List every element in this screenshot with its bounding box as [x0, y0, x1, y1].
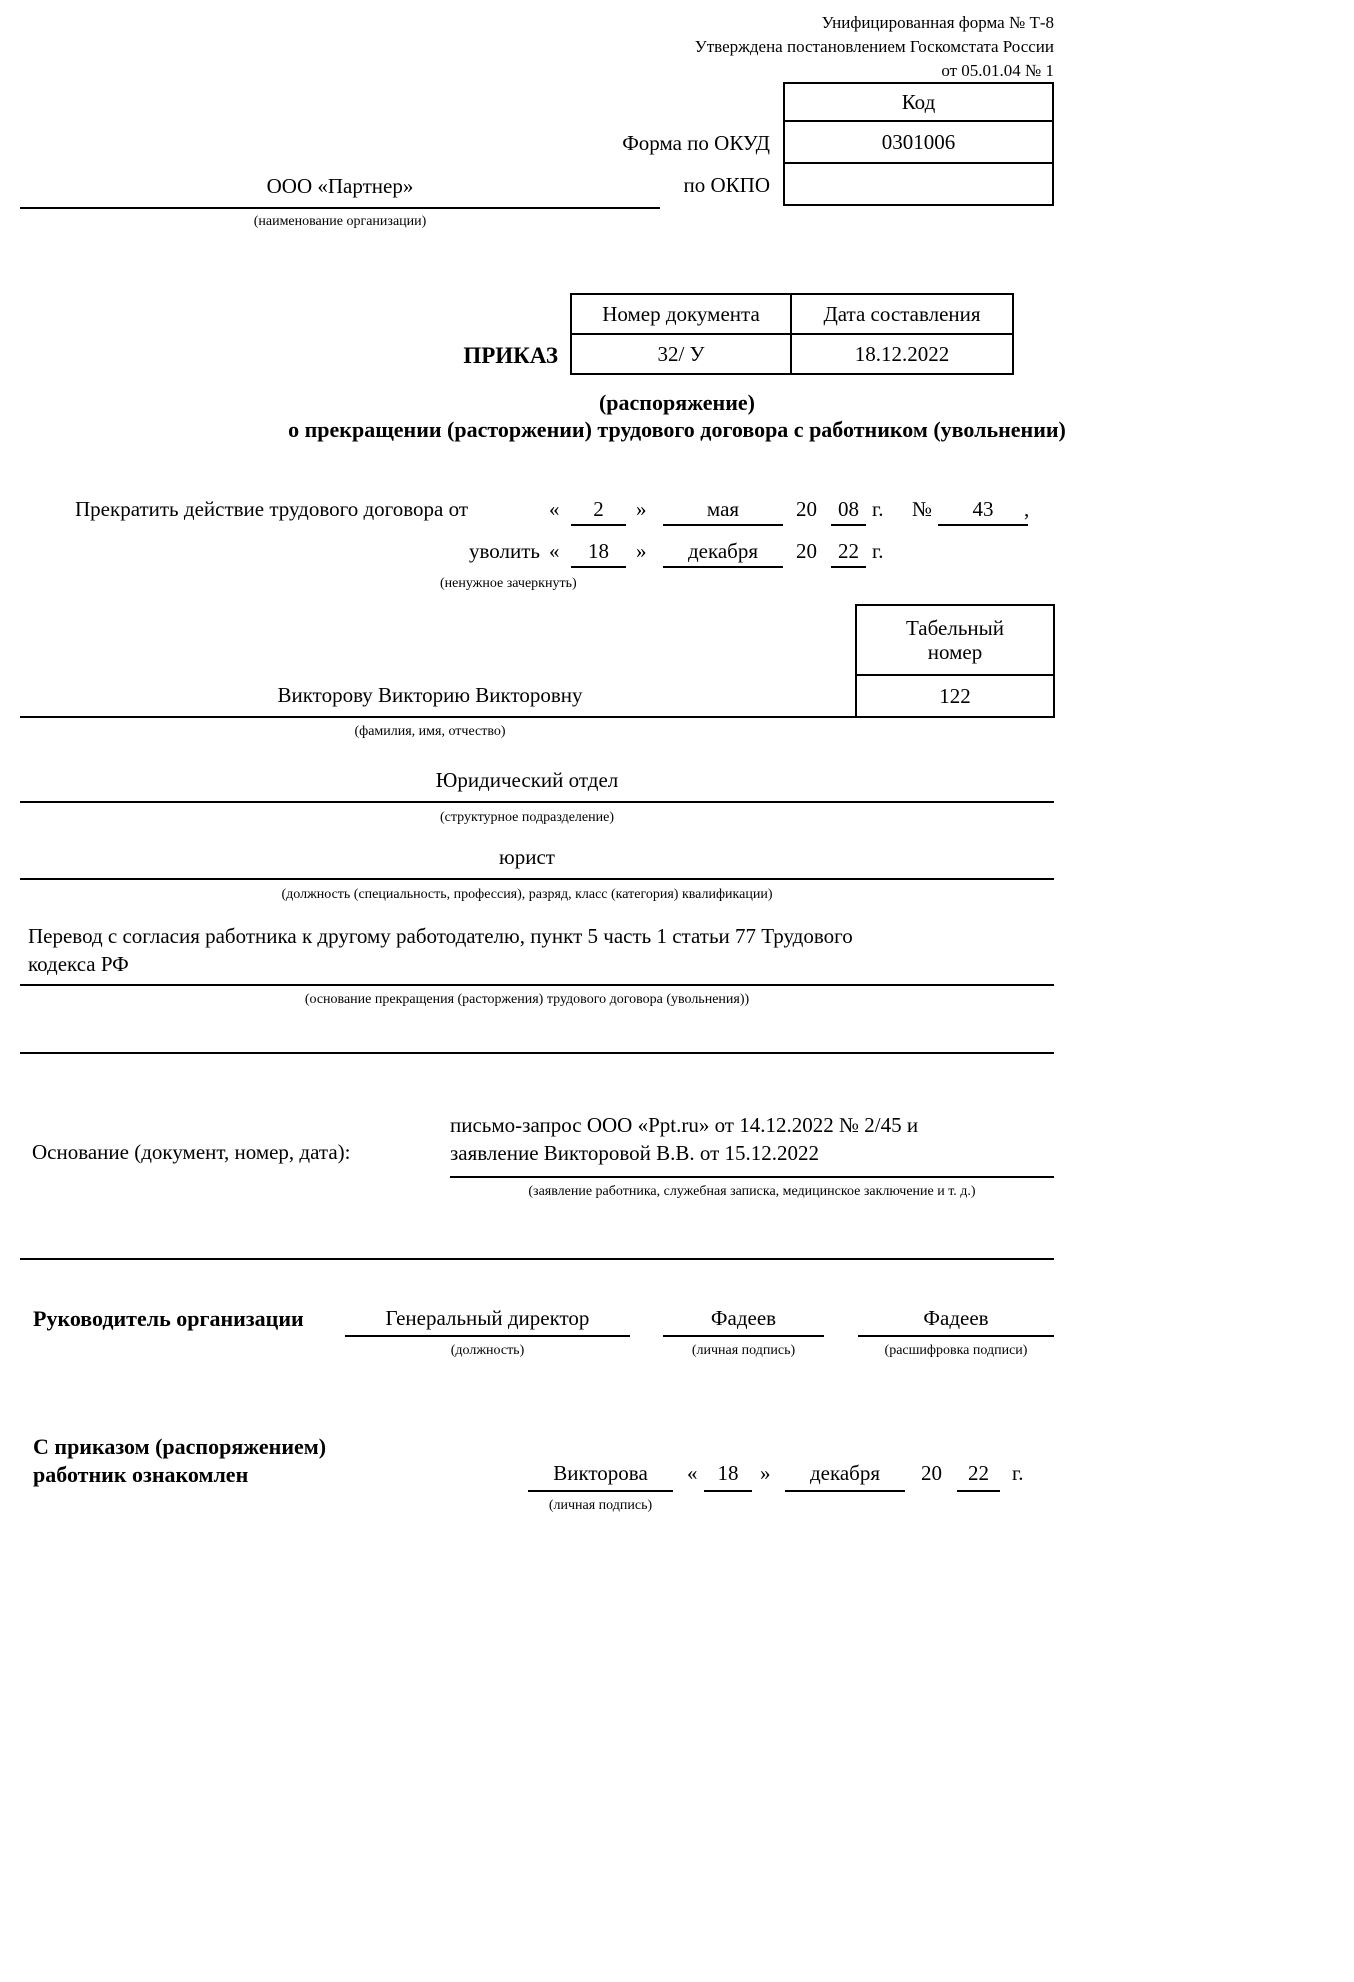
- acknowledgement-year-rule: [957, 1490, 1000, 1492]
- basis-label: Основание (документ, номер, дата):: [32, 1140, 351, 1164]
- contract-year-rule: [831, 524, 866, 526]
- organization-rule: [20, 207, 660, 209]
- acknowledgement-label-line-1: С приказом (распоряжением): [33, 1434, 327, 1459]
- dismiss-month-value[interactable]: декабря: [687, 539, 759, 563]
- order-word: ПРИКАЗ: [463, 343, 558, 368]
- contract-day-value[interactable]: 2: [593, 497, 604, 521]
- acknowledgement-year-prefix: 20: [921, 1461, 942, 1485]
- contract-year-prefix: 20: [796, 497, 817, 521]
- contract-month-value[interactable]: мая: [706, 497, 740, 521]
- signature-position-value[interactable]: Генеральный директор: [385, 1306, 590, 1330]
- grounds-text-line-1[interactable]: Перевод с согласия работника к другому работодателю, пункт 5 часть 1 статьи 77 Трудового: [28, 924, 853, 948]
- order-number-value-cell[interactable]: [570, 333, 792, 375]
- dismiss-year-value[interactable]: 22: [838, 539, 859, 563]
- acknowledgement-year-value[interactable]: 22: [968, 1461, 989, 1485]
- signature-position-caption: (должность): [450, 1343, 525, 1358]
- personnel-number-value: 122: [939, 683, 971, 708]
- employee-department-rule: [20, 801, 1054, 803]
- acknowledgement-label-line-2: работник ознакомлен: [33, 1462, 249, 1487]
- okud-label: Форма по ОКУД: [622, 131, 770, 155]
- acknowledgement-signature-value[interactable]: Викторова: [553, 1461, 648, 1485]
- signature-transcript-caption: (расшифровка подписи): [884, 1343, 1028, 1358]
- order-number-header-cell: [570, 293, 792, 335]
- acknowledgement-quote-close: »: [760, 1461, 771, 1485]
- personnel-number-header-cell: [855, 604, 1055, 676]
- code-table-header-cell: [783, 82, 1054, 122]
- employee-fio-rule: [20, 716, 1054, 718]
- dismiss-label: уволить: [469, 539, 540, 563]
- acknowledgement-signature-rule: [528, 1490, 673, 1492]
- code-table-title: Код: [901, 89, 936, 114]
- signature-personal-caption: (личная подпись): [691, 1343, 796, 1358]
- form-header-line-3: от 05.01.04 № 1: [941, 61, 1054, 80]
- grounds-text-line-2[interactable]: кодекса РФ: [28, 952, 129, 976]
- acknowledgement-month-rule: [785, 1490, 905, 1492]
- order-date-header-cell: [790, 293, 1014, 335]
- order-subtitle: (распоряжение): [598, 390, 755, 415]
- grounds-caption: (основание прекращения (расторжения) трудового договора (увольнения)): [304, 992, 750, 1007]
- order-date-value-cell[interactable]: [790, 333, 1014, 375]
- contract-number-sign: №: [912, 497, 933, 521]
- basis-rule: [450, 1176, 1054, 1178]
- personnel-number-header-line-1: Табельный: [906, 615, 1004, 640]
- contract-day-rule: [571, 524, 626, 526]
- okpo-label: по ОКПО: [683, 173, 770, 197]
- okud-value: 0301006: [881, 129, 956, 154]
- employee-department-caption: (структурное подразделение): [439, 810, 614, 825]
- employee-position[interactable]: юрист: [499, 845, 555, 869]
- contract-quote-close: »: [636, 497, 647, 521]
- organization-name[interactable]: ООО «Партнер»: [266, 174, 414, 198]
- dismiss-year-prefix: 20: [796, 539, 817, 563]
- personnel-number-value-cell[interactable]: [855, 674, 1055, 718]
- dismiss-month-rule: [663, 566, 783, 568]
- order-number-header: Номер документа: [602, 301, 760, 326]
- acknowledgement-day-rule: [704, 1490, 752, 1492]
- order-date-value: 18.12.2022: [854, 341, 950, 366]
- contract-year-unit: г.: [872, 497, 884, 521]
- grounds-rule: [20, 984, 1054, 986]
- signature-top-rule: [20, 1258, 1054, 1260]
- signature-personal-value[interactable]: Фадеев: [710, 1306, 777, 1330]
- employee-fio-caption: (фамилия, имя, отчество): [354, 724, 506, 739]
- contract-number-value[interactable]: 43: [972, 497, 994, 521]
- basis-line-2[interactable]: заявление Викторовой В.В. от 15.12.2022: [450, 1141, 820, 1165]
- okpo-value-cell[interactable]: [783, 162, 1054, 206]
- order-title: о прекращении (расторжении) трудового договора с работником (увольнении): [288, 417, 1066, 442]
- strike-note-caption: (ненужное зачеркнуть): [440, 576, 577, 591]
- basis-caption: (заявление работника, служебная записка, медицинское заключение и т. д.): [528, 1184, 976, 1199]
- acknowledgement-year-unit: г.: [1012, 1461, 1024, 1485]
- form-header-line-1: Унифицированная форма № Т-8: [821, 13, 1054, 32]
- signature-position-rule: [345, 1335, 630, 1337]
- signature-transcript-rule: [858, 1335, 1054, 1337]
- organization-caption: (наименование организации): [253, 214, 427, 229]
- contract-number-rule: [938, 524, 1028, 526]
- employee-position-caption: (должность (специальность, профессия), разряд, класс (категория) квалификации): [281, 887, 773, 902]
- acknowledgement-month-value[interactable]: декабря: [809, 1461, 881, 1485]
- contract-comma: ,: [1024, 497, 1030, 521]
- acknowledgement-day-value[interactable]: 18: [717, 1461, 739, 1485]
- basis-line-1[interactable]: письмо-запрос ООО «Ppt.ru» от 14.12.2022 № 2/45 и: [450, 1113, 919, 1137]
- dismiss-quote-open: «: [549, 539, 560, 563]
- dismiss-year-rule: [831, 566, 866, 568]
- contract-year-value[interactable]: 08: [838, 497, 859, 521]
- order-number-value: 32/ У: [657, 341, 705, 366]
- employee-position-rule: [20, 878, 1054, 880]
- personnel-number-header-line-2: номер: [927, 640, 983, 664]
- okud-value-cell[interactable]: [783, 120, 1054, 164]
- employee-department[interactable]: Юридический отдел: [435, 768, 619, 792]
- basis-top-rule: [20, 1052, 1054, 1054]
- signature-personal-rule: [663, 1335, 824, 1337]
- form-header-line-2: Утверждена постановлением Госкомстата России: [694, 37, 1054, 56]
- employee-fio[interactable]: Викторову Викторию Викторовну: [277, 683, 583, 707]
- contract-lead-text: Прекратить действие трудового договора от: [75, 497, 469, 521]
- signature-transcript-value[interactable]: Фадеев: [923, 1306, 989, 1330]
- dismiss-year-unit: г.: [872, 539, 884, 563]
- order-date-header: Дата составления: [823, 301, 981, 326]
- signature-role-label: Руководитель организации: [33, 1306, 304, 1331]
- acknowledgement-quote-open: «: [687, 1461, 698, 1485]
- contract-quote-open: «: [549, 497, 560, 521]
- dismiss-day-rule: [571, 566, 626, 568]
- dismiss-day-value[interactable]: 18: [588, 539, 609, 563]
- acknowledgement-signature-caption: (личная подпись): [548, 1498, 653, 1513]
- dismiss-quote-close: »: [636, 539, 647, 563]
- contract-month-rule: [663, 524, 783, 526]
